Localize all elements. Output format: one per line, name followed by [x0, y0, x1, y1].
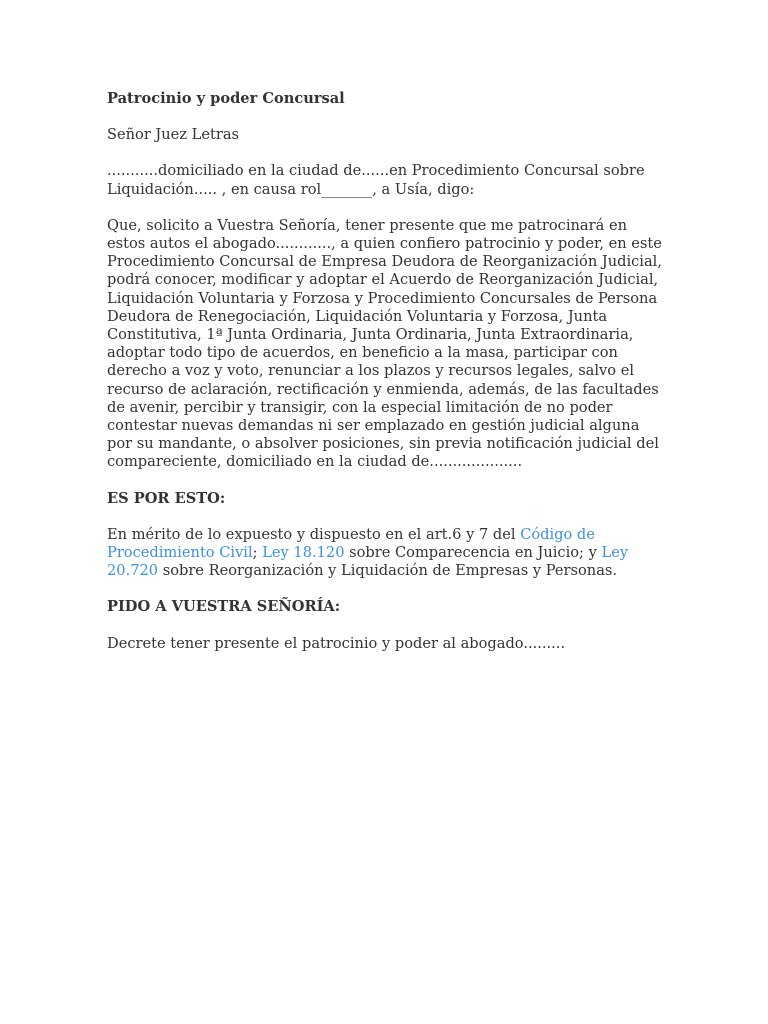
- link-ley-20720[interactable]: Ley 20.720: [107, 544, 629, 580]
- link-ley-18120[interactable]: Ley 18.120: [262, 544, 345, 562]
- intro-paragraph: ...........domiciliado en la ciudad de......en Procedimiento Concursal sobre Liquidación..... , en causa rol_______, a Usía, digo:: [107, 162, 645, 198]
- merito-text-4: sobre Reorganización y Liquidación de Empresas y Personas.: [158, 562, 618, 580]
- salutation: Señor Juez Letras: [107, 126, 240, 144]
- merito-text-1: En mérito de lo expuesto y dispuesto en el art.6 y 7 del: [107, 525, 521, 543]
- merito-paragraph: [107, 526, 665, 581]
- merito-text-3: sobre Comparecencia en Juicio; y: [344, 544, 602, 562]
- closing-paragraph: Decrete tener presente el patrocinio y poder al abogado.........: [107, 634, 566, 652]
- merito-text-2: ;: [252, 544, 263, 562]
- heading-es-por-esto: ES POR ESTO:: [107, 489, 226, 507]
- link-codigo-procedimiento-civil[interactable]: Código de Procedimiento Civil: [107, 525, 595, 562]
- body-paragraph: Que, solicito a Vuestra Señoría, tener presente que me patrocinará en estos autos el abogado............, a quien confiero patrocinio y poder, en este Procedimiento Concursal de Empresa Deudora de Reorganización Judicial, podrá conocer, modificar y adoptar el Acuerdo de Reorganización Judicial, Liquidación Voluntaria y Forzosa y Procedimiento Concursales de Persona Deudora de Renegociación, Liquidación Voluntaria y Forzosa, Junta Constitutiva, 1ª Junta Ordinaria, Junta Ordinaria, Junta Extraordinaria, adoptar todo tipo de acuerdos, en beneficio a la masa, participar con derecho a voz y voto, renunciar a los plazos y recursos legales, salvo el recurso de aclaración, rectificación y enmienda, además, de las facultades de avenir, percibir y transigir, con la especial limitación de no poder contestar nuevas demandas ni ser emplazado en gestión judicial alguna por su mandante, o absolver posiciones, sin previa notificación judicial del compareciente, domiciliado en la ciudad de....................: [107, 216, 662, 471]
- heading-pido: PIDO A VUESTRA SEÑORÍA:: [107, 598, 341, 616]
- document-page: [107, 90, 665, 671]
- document-title: Patrocinio y poder Concursal: [107, 90, 345, 107]
